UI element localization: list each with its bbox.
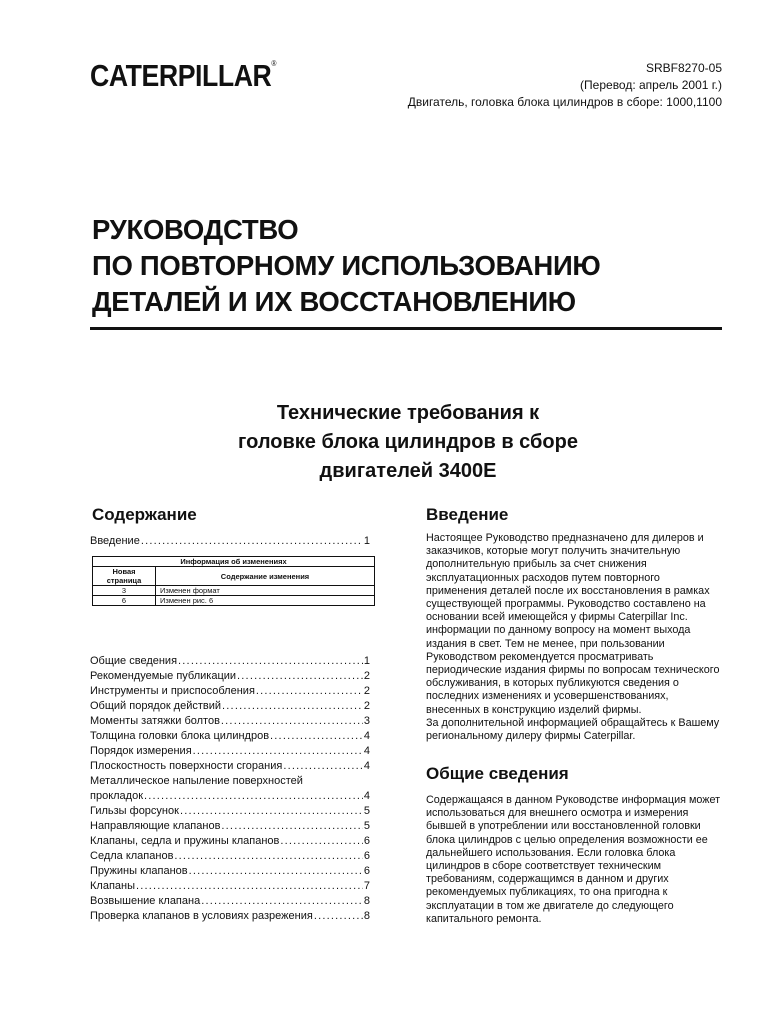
toc-dots — [141, 534, 363, 549]
toc-entry[interactable]: Порядок измерения ..... 4 — [90, 744, 370, 759]
toc-entry[interactable]: Клапаны, седла и пружины клапанов ..... 6 — [90, 834, 370, 849]
subtitle-line: Технические требования к — [276, 402, 540, 424]
general-body — [426, 794, 724, 926]
table-cell: 3 — [93, 586, 156, 596]
translation-date: (Перевод: апрель 2001 г.) — [580, 78, 722, 92]
contents-heading: Содержание — [92, 505, 197, 524]
toc-entry[interactable]: Клапаны ..... 7 — [90, 879, 370, 894]
intro-body — [426, 532, 724, 743]
toc-entry[interactable]: Общие сведения ..... 1 — [90, 654, 370, 669]
table-cell: 6 — [93, 596, 156, 606]
main-title — [92, 212, 600, 320]
document-info — [408, 60, 722, 111]
toc-page: 1 — [363, 535, 370, 547]
toc-entry[interactable]: Пружины клапанов ..... 6 — [90, 864, 370, 879]
general-heading: Общие сведения — [426, 764, 569, 783]
subtitle — [180, 399, 636, 486]
intro-heading: Введение — [426, 505, 509, 524]
toc-entry[interactable]: Рекомендуемые публикации ..... 2 — [90, 669, 370, 684]
toc-entry[interactable]: Плоскостность поверхности сгорания ..... 4 — [90, 759, 370, 774]
doc-number: SRBF8270-05 — [645, 61, 722, 75]
toc-label: Введение — [90, 535, 140, 547]
toc-entry[interactable]: Металлическое напыление поверхностей прокладок ..... 4 — [90, 774, 370, 804]
toc-entry[interactable]: Направляющие клапанов ..... 5 — [90, 819, 370, 834]
subtitle-line: двигателей 3400E — [319, 460, 497, 482]
intro-paragraph: За дополнительной информацией обращайтесь к Вашему региональному дилеру фирмы Caterpillar. — [426, 716, 720, 743]
product-name: Двигатель, головка блока цилиндров в сборе: 1000,1100 — [407, 95, 722, 109]
title-line: РУКОВОДСТВО — [92, 214, 299, 245]
table-cell: Изменен формат — [156, 586, 375, 596]
toc-entry[interactable]: Инструменты и приспособления ..... 2 — [90, 684, 370, 699]
title-line: ПО ПОВТОРНОМУ ИСПОЛЬЗОВАНИЮ — [92, 250, 601, 281]
title-line: ДЕТАЛЕЙ И ИХ ВОССТАНОВЛЕНИЮ — [92, 286, 576, 317]
table-row — [93, 596, 375, 606]
toc-entry[interactable]: Седла клапанов ..... 6 — [90, 849, 370, 864]
toc-list — [90, 654, 370, 924]
title-divider — [90, 327, 722, 330]
toc-entry[interactable]: Гильзы форсунок ..... 5 — [90, 804, 370, 819]
intro-paragraph: Настоящее Руководство предназначено для дилеров и заказчиков, которые могут получить значительную дополнительную прибыль за счет снижения эксплуатационных расходов путем повторного применения деталей после их восстановления в рамках существующей программы. Руководство составлено на основании всей имеющейся у фирмы Caterpillar Inc. информации по данному вопросу на момент выхода издания в свет. Тем не менее, при пользовании Руководством рекомендуется просматривать периодические издания фирмы по вопросам технического обслуживания, в которых публикуются сведения о последних изменениях и усовершенствованиях, внесенных в конструкцию изделий фирмы. — [426, 532, 720, 716]
toc-intro-entry[interactable] — [90, 534, 370, 549]
toc-entry[interactable]: Возвышение клапана ..... 8 — [90, 894, 370, 909]
changes-table — [92, 556, 375, 606]
changes-col-header: Содержание изменения — [156, 567, 375, 586]
table-row — [93, 586, 375, 596]
table-cell: Изменен рис. 6 — [156, 596, 375, 606]
general-paragraph: Содержащаяся в данном Руководстве информация может использоваться для внешнего осмотра и измерения бывшей в употреблении или восстановленной головки блока цилиндров с целью определения возможности ее дальнейшего использования. Если головка блока цилиндров в сборе соответствует техническим требованиям, содержащимся в данном и других рекомендуемых публикациях, то она пригодна к эксплуатации в том же двигателе до следующего капитального ремонта. — [426, 794, 721, 925]
toc-entry[interactable]: Моменты затяжки болтов ..... 3 — [90, 714, 370, 729]
toc-entry[interactable]: Проверка клапанов в условиях разрежения ..... 8 — [90, 909, 370, 924]
changes-caption: Информация об изменениях — [93, 557, 375, 567]
subtitle-line: головке блока цилиндров в сборе — [238, 431, 578, 453]
toc-entry[interactable]: Толщина головки блока цилиндров ..... 4 — [90, 729, 370, 744]
caterpillar-logo: CATERPILLAR® — [90, 58, 277, 93]
changes-col-header: Новая страница — [93, 567, 156, 586]
toc-entry[interactable]: Общий порядок действий ..... 2 — [90, 699, 370, 714]
